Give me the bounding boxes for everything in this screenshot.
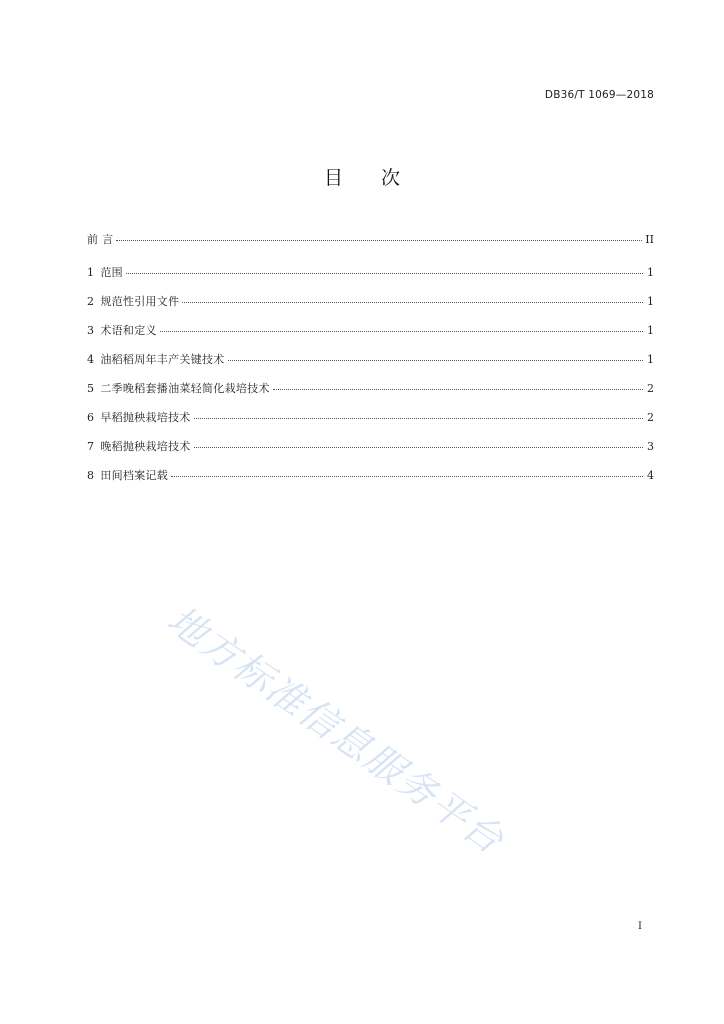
toc-entry-label [87,322,157,338]
toc-leader [126,273,643,274]
toc-entry-2[interactable] [87,293,654,322]
toc-entry-text: 油稻稻周年丰产关键技术 [100,353,225,366]
toc-entry-page: II [645,233,654,246]
page-title [0,163,724,190]
toc-leader [228,360,643,361]
toc-entry-number: 2 [87,295,95,308]
title-char-2: 次 [381,167,401,189]
toc-entry-page: 3 [647,440,654,453]
toc-entry-text: 规范性引用文件 [100,295,180,308]
toc-entry-page: 1 [647,295,654,308]
toc-entry-text: 晚稻抛秧栽培技术 [100,440,191,453]
title-char-1: 目 [323,167,343,189]
toc-entry-page: 2 [647,382,654,395]
toc-leader [182,302,643,303]
toc-leader [160,331,643,332]
toc-entry-4[interactable] [87,351,654,380]
toc-entry-text: 范围 [100,266,123,279]
toc-entry-page: 1 [647,266,654,279]
toc-entry-text: 早稻抛秧栽培技术 [100,411,191,424]
toc-entry-number: 3 [87,324,95,337]
toc-entry-1[interactable] [87,264,654,293]
toc-entry-8[interactable] [87,467,654,496]
toc-entry-page: 2 [647,411,654,424]
toc-entry-number: 8 [87,469,95,482]
toc-entry-number: 6 [87,411,95,424]
toc-entry-label [87,409,191,425]
toc-entry-7[interactable] [87,438,654,467]
toc-leader [171,476,643,477]
toc-entry-page: 1 [647,324,654,337]
toc-entry-label [87,380,270,396]
toc-entry-number: 5 [87,382,95,395]
page-number: I [638,921,642,932]
toc-leader [273,389,643,390]
toc-entry-5[interactable] [87,380,654,409]
document-code: DB36/T 1069—2018 [544,89,654,101]
toc-entry-number: 4 [87,353,95,366]
toc-entry-label [87,467,168,483]
toc-leader [116,240,642,241]
toc-leader [194,447,643,448]
toc-entry-label [87,264,123,280]
toc-entry-text: 二季晚稻套播油菜轻简化栽培技术 [100,382,270,395]
toc-entry-text: 田间档案记载 [100,469,169,482]
toc-entry-foreword[interactable] [87,231,654,264]
toc-entry-label: 前 言 [87,233,114,246]
toc-entry-page: 4 [647,469,654,482]
toc-entry-label [87,351,225,367]
toc-entry-text: 术语和定义 [100,324,157,337]
toc-entry-label [87,438,191,454]
toc-entry-3[interactable] [87,322,654,351]
toc-entry-number: 7 [87,440,95,453]
toc-entry-label [87,293,179,309]
toc-leader [194,418,643,419]
table-of-contents [87,231,654,496]
toc-entry-number: 1 [87,266,95,279]
toc-entry-page: 1 [647,353,654,366]
toc-entry-6[interactable] [87,409,654,438]
watermark: 地方标准信息服务平台 [159,597,513,863]
